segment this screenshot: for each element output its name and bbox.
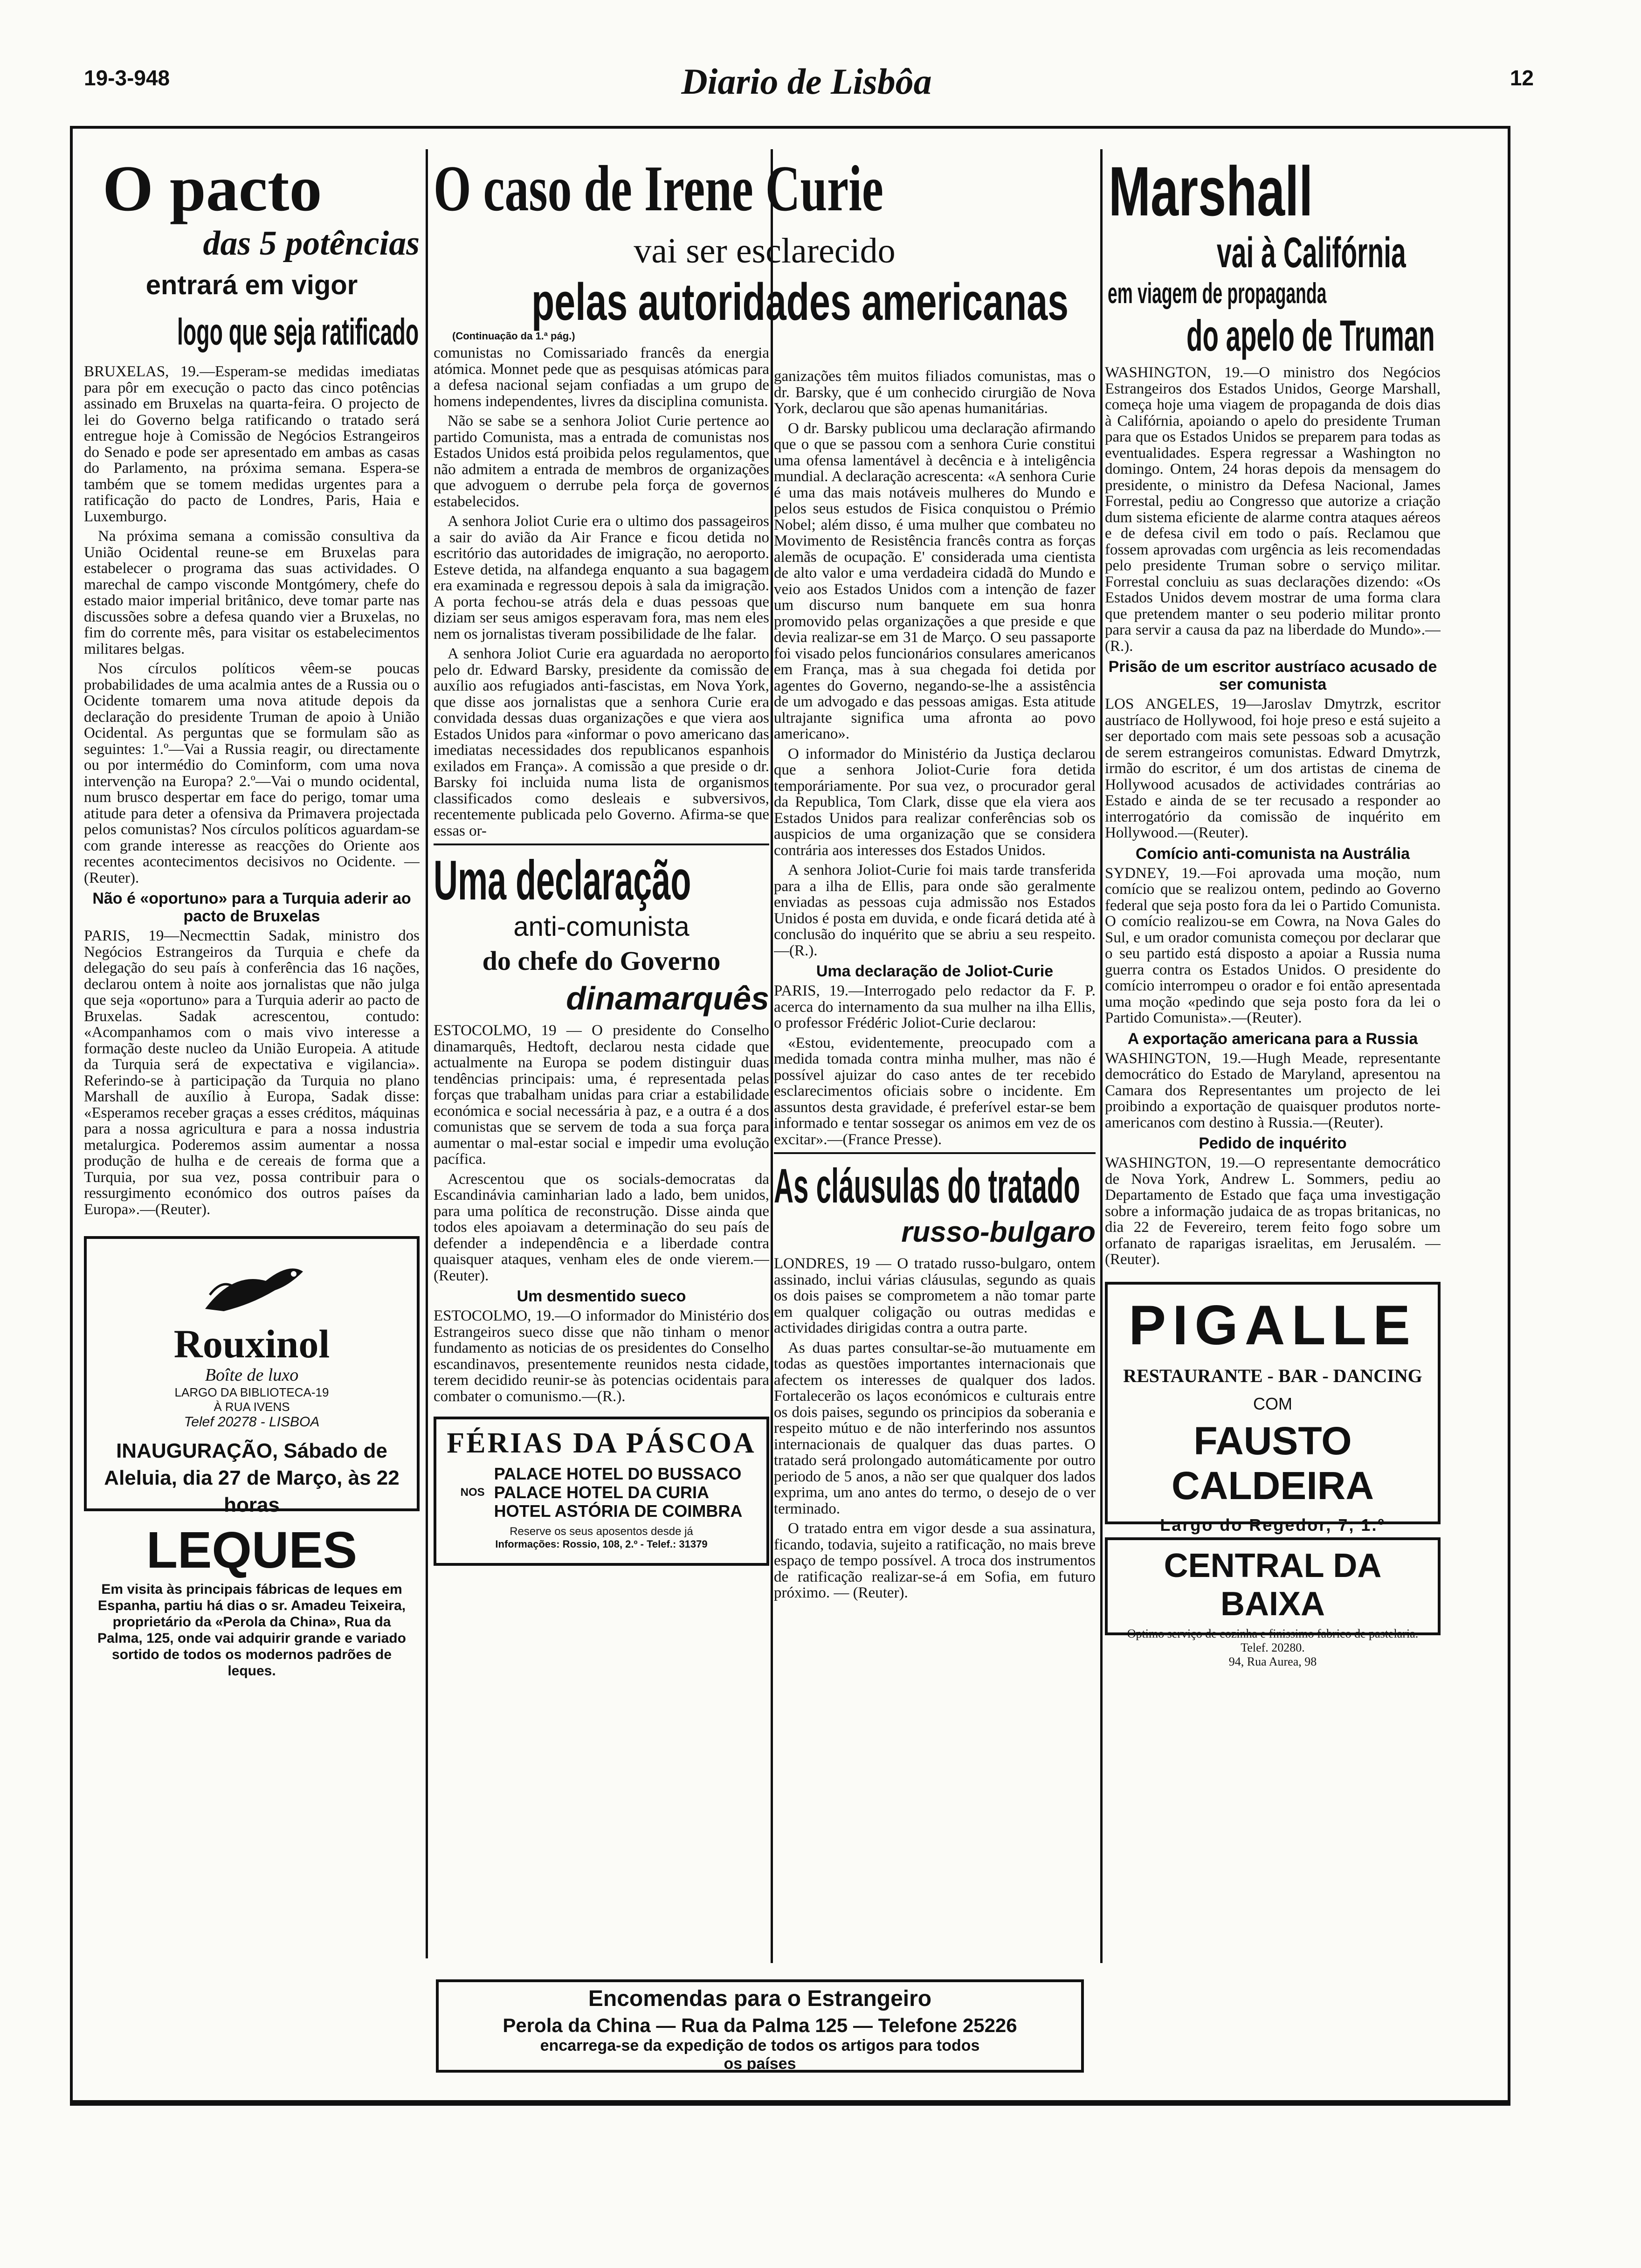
- column-2-body: [434, 330, 769, 1566]
- ad-ferias-hotel: HOTEL ASTÓRIA DE COIMBRA: [494, 1501, 743, 1521]
- subhead-comicio-australia: Comício anti-comunista na Austrália: [1135, 844, 1410, 863]
- subhead-desmentido-sueco: Um desmentido sueco: [517, 1287, 686, 1305]
- ad-rouxinol: [84, 1236, 420, 1516]
- headline-anti-comunista: anti-comunista: [513, 912, 689, 942]
- ad-leques: [84, 1522, 420, 1679]
- article-paragraph: SYDNEY, 19.—Foi aprovada uma moção, num comício que se realizou ontem, pedindo ao Governo federal que seja posto fora da lei o Partido Comunista. O comício realizou-se em Cowra, na Nova Gales do Sul, e um orador comunista começou por declarar que o seu partido está disposto a apoiar a Russia numa guerra contra os Estados Unidos. O presidente do comício interrompeu o orador e foi então apresentada uma moção «pedindo que seja posto fora da lei o Partido Comunista».—(Reuter).: [1105, 864, 1441, 1026]
- ad-ferias-hotel: PALACE HOTEL DO BUSSACO: [494, 1464, 742, 1483]
- article-paragraph: «Estou, evidentemente, preocupado com a medida tomada contra minha mulher, mas não é possível ajuizar do caso antes de ter recebido esclarecimentos oficiais sobre o incidente. Em assuntos desta gravidade, é preferível estar-se bem informado e tentar sossegar os animos em vez de os excitar».—(France Presse).: [774, 1034, 1096, 1148]
- ad-encomendas-line: encarrega-se da expedição de todos os artigos para todos: [540, 2037, 980, 2054]
- ad-ferias-reserve: Reserve os seus aposentos desde já: [510, 1525, 693, 1538]
- continuation-note: (Continuação da 1.ª pág.): [452, 330, 575, 342]
- subhead-escritor-austriaco: Prisão de um escritor austríaco acusado de ser comunista: [1108, 658, 1437, 693]
- article-paragraph: ganizações têm muitos filiados comunistas, mas o dr. Barsky, que é um conhecido cirurgião de Nova York, declarou que são apenas humanitárias.: [774, 368, 1096, 417]
- headline-viagem-propaganda: em viagem de propaganda: [1108, 277, 1327, 310]
- column-rule: [1100, 149, 1103, 1963]
- ad-encomendas-estrangeiro: [436, 1979, 1084, 2073]
- headline-dinamarques: dinamarquês: [566, 980, 769, 1016]
- ad-rouxinol-address-2: À RUA IVENS: [214, 1400, 290, 1414]
- headline-cinco-potencias: das 5 potências: [203, 224, 420, 263]
- article-paragraph: Acrescentou que os socials-democratas da Escandinávia caminharian lado a lado, bem unidos, para uma política de reconstrução. Disse ainda que todos eles apoiavam a determinação do seu país de defender a independência e a liberdade contra quaisquer ataques, venham eles de onde vierem.—(Reuter).: [434, 1170, 769, 1284]
- article-paragraph: comunistas no Comissariado francês da energia atómica. Monnet pede que as pesquisas atómicas para a defesa nacional sejam confiadas a um grupo de homens independentes, livres da disciplina comunista.: [434, 345, 769, 410]
- article-paragraph: As duas partes consultar-se-ão mutuamente em todas as questões importantes internacionais que afectem os interesses de qualquer dos lados. Fortalecerão os laços económicos e culturais entre os dois paises, segundo os principios da soberania e respeito mútuo e de não interferindo nos assuntos internacionais de qualquer das duas partes. O tratado será prolongado automáticamente por outro periodo de 5 anos, a não ser que qualquer dos lados exprima, um ano antes do termo, o desejo de o ver terminado.: [774, 1339, 1096, 1517]
- ad-pigalle-com: COM: [1253, 1394, 1292, 1413]
- article-paragraph: WASHINGTON, 19.—O representante democrático de Nova York, Andrew L. Sommers, pediu ao Departamento de Estado que faça uma investigação sobre a informação judaica de as tropas britanicas, no dia 22 de Fevereiro, terem feito fogo sobre um orfanato de raparigas israelitas, em Jerusalém. —(Reuter).: [1105, 1155, 1441, 1268]
- headline-pacto: O pacto: [103, 154, 322, 225]
- ad-leques-text: Em visita às principais fábricas de leques em Espanha, partiu há dias o sr. Amadeu Teixeira, proprietário da «Perola da China», Rua da Palma, 125, onde vai adquirir grande e variado sortido de todos os modernos padrões de leques.: [97, 1582, 406, 1679]
- headline-entrara-em-vigor: entrará em vigor: [145, 270, 358, 300]
- ad-rouxinol-sub: Boîte de luxo: [205, 1365, 299, 1385]
- ad-pigalle-address: Largo do Regedor, 7, 1.º: [1160, 1515, 1386, 1535]
- newspaper-title: Diario de Lisbôa: [681, 61, 932, 102]
- ad-pigalle-title: PIGALLE: [1128, 1293, 1417, 1356]
- ad-leques-title: LEQUES: [146, 1521, 358, 1579]
- ad-ferias-hotel: PALACE HOTEL DA CURIA: [494, 1483, 710, 1502]
- subhead-exportacao-americana: A exportação americana para a Russia: [1127, 1030, 1418, 1048]
- headline-uma-declaracao: Uma declaração: [434, 849, 691, 912]
- article-paragraph: LOS ANGELES, 19—Jaroslav Dmytrzk, escritor austríaco de Hollywood, foi hoje preso e está sujeito a ser deportado com mais sete pessoas sob a acusação de serem estrangeiros comunistas. Edward Dmytrzk, irmão do escritor, é um dos artistas de cinema de Hollywood acusados de actividades contrárias ao Estado e ainda de se ter recusado a responder ao interrogatório da comissão de inquérito em Hollywood.—(Reuter).: [1105, 696, 1441, 841]
- ad-ferias-nos: NOS: [460, 1486, 485, 1499]
- article-paragraph: PARIS, 19—Necmecttin Sadak, ministro dos Negócios Estrangeiros da Turquia e chefe da delegação do seu país à conferência das 16 nações, declarou ontem à noite aos jornalistas que não julga que seja «oportuno» para a Turquia aderir ao pacto de Bruxelas. Sadak acrescentou, contudo: «Acompanhamos com o mais vivo interesse a formação deste nucleo da União Europeia. A atitude da Turquia será de expectativa e vigilancia». Referindo-se à participação da Turquia no plano Marshall de auxílio à Europa, Sadak disse: «Esperamos receber graças a esses créditos, máquinas para a nossa agricultura e para a nossa industria metalurgica. Poderemos assim aumentar a nossa produção de hulha e de cereais de forma que a Turquia, por sua vez, possa contribuir para o ressurgimento económico dos outros países da Europa».—(Reuter).: [84, 927, 420, 1218]
- article-paragraph: WASHINGTON, 19.—Hugh Meade, representante democrático do Estado de Maryland, apresentou na Camara dos Representantes um projecto de lei proibindo a exportação de quaisquer produtos norte-americanos com destino à Russia.—(Reuter).: [1105, 1050, 1441, 1131]
- subhead-pedido-inquerito: Pedido de inquérito: [1199, 1134, 1347, 1152]
- article-paragraph: PARIS, 19.—Interrogado pelo redactor da F. P. acerca do internamento da sua mulher na ilha Ellis, o professor Frédéric Joliot-Curie declarou:: [774, 982, 1096, 1031]
- ad-central-address: 94, Rua Aurea, 98: [1228, 1654, 1317, 1668]
- headline-caso-irene-curie: O caso de Irene Curie: [434, 152, 883, 225]
- article-paragraph: Na próxima semana a comissão consultiva da União Ocidental reune-se em Bruxelas para estabelecer o programa das suas actividades. O marechal de campo visconde Montgómery, chefe do estado maior imperial britânico, deve tomar parte nas discussões sobre a defesa quando vier a Bruxelas, no fim do corrente mês, para visitar os estabelecimentos militares belgas.: [84, 528, 420, 657]
- ad-rouxinol-address-1: LARGO DA BIBLIOTECA-19: [174, 1385, 329, 1399]
- ad-pigalle-name: FAUSTO CALDEIRA: [1172, 1418, 1374, 1507]
- subhead-turquia: Não é «oportuno» para a Turquia aderir ao pacto de Bruxelas: [92, 890, 411, 925]
- headline-esclarecido: vai ser esclarecido: [634, 231, 896, 270]
- divider: [434, 844, 769, 845]
- ad-central-title: CENTRAL DA BAIXA: [1164, 1547, 1382, 1623]
- column-4: [1105, 154, 1441, 2084]
- ad-ferias-pascoa: [434, 1417, 769, 1566]
- ad-rouxinol-phone: Telef 20278 - LISBOA: [184, 1414, 320, 1430]
- headline-apelo-truman: do apelo de Truman: [1186, 311, 1435, 360]
- article-paragraph: Nos círculos políticos vêem-se poucas probabilidades de uma acalmia antes de a Russia ou o Ocidente tomarem uma nova atitude depois da declaração do presidente Truman de apoio à União Ocidental. As perguntas que se formulam são as seguintes: 1.º—Vai a Russia reagir, ou directamente ou por intermédio do Cominform, com uma nova intervenção na Europa? 2.º—Vai o mundo ocidental, num brusco despertar em face do perigo, tomar uma atitude para deter a ofensiva da Primavera projectada pelos comunistas? Nos círculos políticos aguardam-se com grande interesse as reacções do Oriente aos recentes acontecimentos decisivos no Ocidente. —(Reuter).: [84, 660, 420, 886]
- article-paragraph: LONDRES, 19 — O tratado russo-bulgaro, ontem assinado, inclui várias cláusulas, segundo as quais os dois paises se comprometem a não tomar parte em qualquer coligação ou outras medidas e actividades dirigidas contra a outra parte.: [774, 1255, 1096, 1336]
- article-paragraph: ESTOCOLMO, 19 — O presidente do Conselho dinamarquês, Hedtoft, declarou nesta cidade que actualmente na Europa se podem distinguir duas tendências principais: uma, é representada pelas forças que trabalham unidas para criar a estabilidade económica e social necessária à paz, e a outra é a dos comunistas que se servem de toda a sua força para aumentar o mal-estar social e impedir uma evolução pacífica.: [434, 1022, 769, 1168]
- headline-vai-california: vai à Califórnia: [1217, 229, 1406, 277]
- ad-pigalle-line: RESTAURANTE - BAR - DANCING: [1123, 1365, 1422, 1386]
- ad-ferias-hotels: [441, 1465, 762, 1521]
- page-number: 12: [1510, 66, 1534, 90]
- article-paragraph: A senhora Joliot-Curie foi mais tarde transferida para a ilha de Ellis, para onde são geralmente enviadas as pessoas cuja admissão nos Estados Unidos é posta em duvida, e onde ficará detida até à conclusão do inquérito que se abriu a seu respeito.—(R.).: [774, 862, 1096, 959]
- article-paragraph: A senhora Joliot Curie era aguardada no aeroporto pelo dr. Edward Barsky, presidente da comissão de auxílio aos refugiados anti-fascistas, em Nova York, que disse aos jornalistas que a senhora Curie era convidada dessas duas organizações e que viera aos Estados Unidos para «informar o povo americano das imediatas necessidades dos republicanos espanhois exilados em França». A comissão a que preside o dr. Barsky foi incluida numa lista de organismos classificados como desleais e subversivos, recentemente publicada pelo Governo. Afirma-se que essas or-: [434, 645, 769, 839]
- ad-central-baixa: [1105, 1537, 1441, 1668]
- ad-pigalle: [1105, 1282, 1441, 1535]
- column-1: [84, 154, 420, 2075]
- headline-marshall: Marshall: [1109, 154, 1313, 230]
- article-paragraph: ESTOCOLMO, 19.—O informador do Ministério dos Estrangeiros sueco disse que não tinham o menor fundamento as noticias de os presidentes do Conselho escandinavos, presentemente reunidos nesta cidade, terem decidido reunir-se às potencias ocidentais para combater o comunismo.—(R.).: [434, 1307, 769, 1405]
- divider: [774, 1152, 1096, 1154]
- article-paragraph: O informador do Ministério da Justiça declarou que a senhora Joliot-Curie fora detida temporáriamente. Por sua vez, o procurador geral da Republica, Tom Clark, disse que ela viera aos Estados Unidos para realizar conferências sob os auspicios de uma organização que se considera contrária aos interesses dos Estados Unidos.: [774, 745, 1096, 859]
- column-rule: [426, 149, 428, 1958]
- headline-clausulas-tratado: As cláusulas do tratado: [774, 1159, 1080, 1213]
- subhead-declaracao-joliot-curie: Uma declaração de Joliot-Curie: [816, 962, 1054, 980]
- ad-central-text: Optimo serviço de cozinha e finissimo fabrico de pastelaria. Telef. 20280.: [1127, 1626, 1419, 1654]
- bottom-rule: [70, 2103, 1510, 2106]
- headline-chefe-governo: do chefe do Governo: [482, 946, 721, 976]
- headline-autoridades-americanas: pelas autoridades americanas: [531, 273, 1069, 331]
- ad-rouxinol-text: INAUGURAÇÃO, Sábado de Aleluia, dia 27 de Março, às 22 horas: [104, 1439, 400, 1516]
- article-paragraph: O tratado entra em vigor desde a sua assinatura, ficando, todavia, sujeito a ratificação, no mais breve espaço de tempo possível. A troca dos instrumentos de ratificação realizar-se-á em Sofia, em futuro próximo. — (Reuter).: [774, 1520, 1096, 1601]
- ad-rouxinol-name: Rouxinol: [173, 1321, 330, 1366]
- article-paragraph: A senhora Joliot Curie era o ultimo dos passageiros a sair do avião da Air France e ficou detida no escritório das autoridades de imigração, no aeroporto. Esteve detida, na alfandega enquanto a sua bagagem era examinada e regressou depois à sala da imigração. A porta fechou-se atrás dela e duas pessoas que diziam ser seus amigos esperavam fora, mas nem eles nem os jornalistas tiveram possibilidade de lhe falar.: [434, 513, 769, 643]
- article-paragraph: O dr. Barsky publicou uma declaração afirmando que o que se passou com a senhora Curie constitui uma ofensa lamentável à decência e à inteligência mundial. A declaração acrescenta: «A senhora Curie é uma das mais notáveis mulheres do Mundo e pelos seus estudos de Fisica conquistou o Prémio Nobel; além disso, é uma mulher que combateu no Movimento de Resistência francês contra as forças alemãs de ocupação. E' considerada uma cientista de alto valor e uma verdadeira cidadã do Mundo e veio aos Estados Unidos com a intenção de fazer um discurso num banquete em sua honra promovido pelas organizações a que preside e que devia realizar-se em 31 de Março. O seu passaporte foi visado pelos funcionários consulares americanos em França, mas à sua chegada foi detida por agentes do Governo, negando-se-lhe a assistência de um advogado e das pessoas amigas. Esta atitude ultrajante significa uma afronta ao povo americano».: [774, 420, 1096, 742]
- ad-encomendas-line: Perola da China — Rua da Palma 125 — Telefone 25226: [503, 2014, 1017, 2036]
- ad-ferias-info: Informações: Rossio, 108, 2.º - Telef.: 31379: [495, 1538, 708, 1550]
- ad-encomendas-title: Encomendas para o Estrangeiro: [588, 1986, 932, 2011]
- article-paragraph: Não se sabe se a senhora Joliot Curie pertence ao partido Comunista, mas a entrada de comunistas nos Estados Unidos está proibida pelos regulamentos, que não admitem a entrada de membros de organizações que advoguem o derrube pela força de governos estabelecidos.: [434, 413, 769, 510]
- article-paragraph: WASHINGTON, 19.—O ministro dos Negócios Estrangeiros dos Estados Unidos, George Marshall, começa hoje uma viagem de propaganda de dois dias à Califórnia, apoiando o apelo do presidente Truman para que os Estados Unidos se preparem para todas as eventualidades. Espera regressar a Washington no domingo. Ontem, 24 horas depois da mensagem do presidente, o ministro da Defesa Nacional, James Forrestal, pediu ao Congresso que autorize a criação dum sistema eficiente de alarme contra ataques aéreos e de defesa civil em todo o país. Reclamou que fossem aprovadas com urgência as leis recomendadas pelo presidente Truman sobre o serviço militar. Forrestal concluiu as suas declarações dizendo: «Os Estados Unidos devem mostrar de uma forma clara que pretendem manter o seu poderio militar pronto para servir a causa da paz na liberdade do Mundo».—(R.).: [1105, 364, 1441, 655]
- headline-russo-bulgaro: russo-bulgaro: [901, 1216, 1096, 1248]
- article-paragraph: BRUXELAS, 19.—Esperam-se medidas imediatas para pôr em execução o pacto das cinco potências assinado em Bruxelas na quarta-feira. O projecto de lei do Governo belga ratificando o tratado será entregue hoje à Comissão de Negócios Estrangeiros do Senado e pode ser apresentado em ambas as casas do Parlamento, na próxima semana. Espera-se também que se tomem medidas urgentes para a ratificação do pacto de Londres, Paris, Haia e Luxemburgo.: [84, 363, 420, 525]
- ad-ferias-hotel-list: [494, 1465, 743, 1521]
- headline-ratificado: logo que seja ratificado: [177, 311, 419, 353]
- ad-encomendas-line: os países: [724, 2055, 796, 2073]
- column-3: [774, 368, 1096, 1963]
- nightingale-icon: [196, 1253, 308, 1323]
- ad-ferias-title: FÉRIAS DA PÁSCOA: [447, 1427, 756, 1459]
- masthead: [84, 61, 1534, 112]
- issue-date: 19-3-948: [84, 66, 170, 90]
